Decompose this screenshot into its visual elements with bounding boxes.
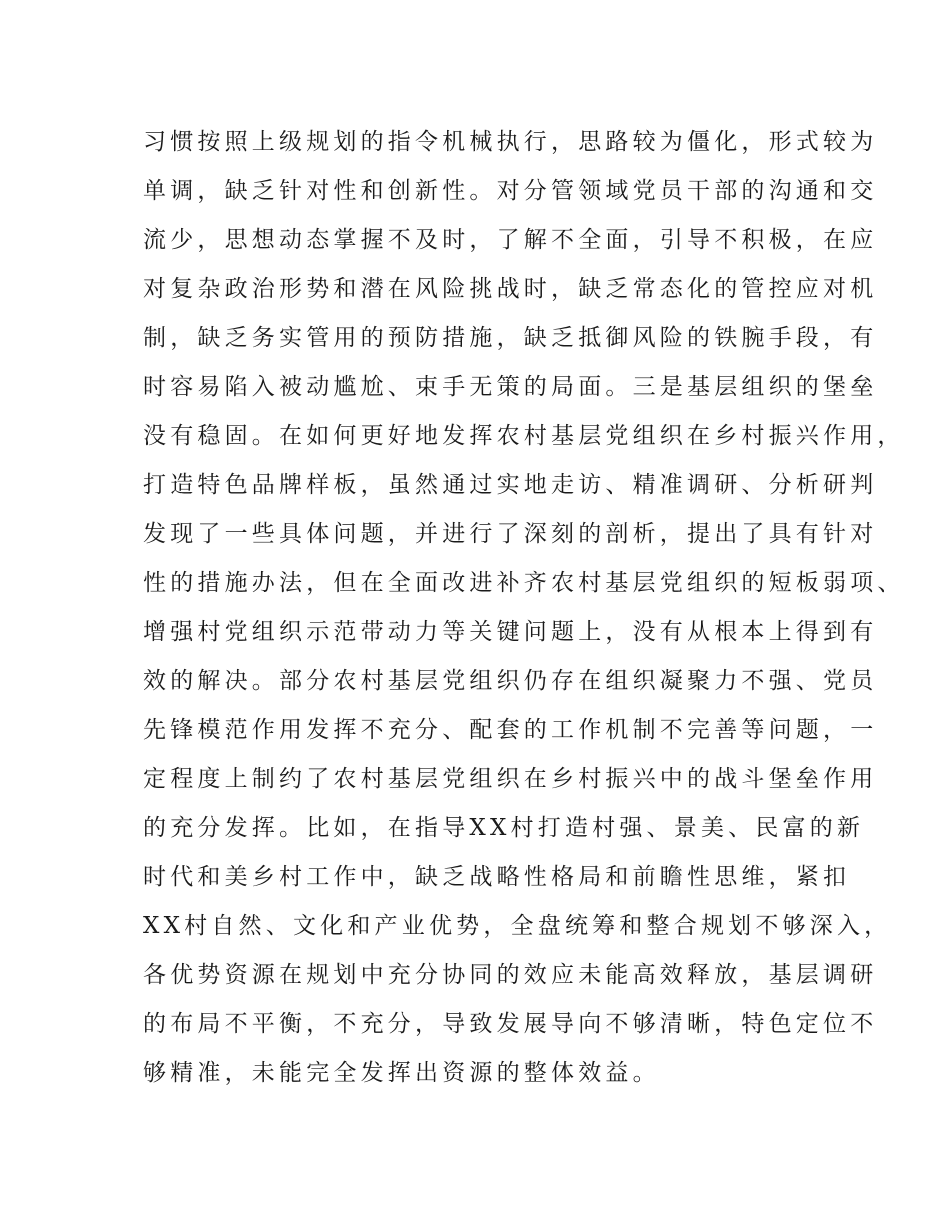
text-line: 性的措施办法，但在全面改进补齐农村基层党组织的短板弱项、 — [143, 570, 905, 596]
text-line: 没有稳固。在如何更好地发挥农村基层党组织在乡村振兴作用， — [143, 423, 905, 449]
text-line: 单调，缺乏针对性和创新性。对分管领域党员干部的沟通和交 — [143, 178, 878, 204]
text-line: 效的解决。部分农村基层党组织仍存在组织凝聚力不强、党员 — [143, 668, 878, 694]
text-line: 各优势资源在规划中充分协同的效应未能高效释放，基层调研 — [143, 962, 878, 988]
text-line: 时代和美乡村工作中，缺乏战略性格局和前瞻性思维，紧扣 — [143, 864, 851, 890]
text-line: 的充分发挥。比如，在指导XX村打造村强、景美、民富的新 — [143, 815, 865, 841]
text-line: 增强村党组织示范带动力等关键问题上，没有从根本上得到有 — [143, 619, 878, 645]
text-line: 流少，思想动态掌握不及时，了解不全面，引导不积极，在应 — [143, 227, 878, 253]
text-line: 制，缺乏务实管用的预防措施，缺乏抵御风险的铁腕手段，有 — [143, 325, 878, 351]
text-line: 对复杂政治形势和潜在风险挑战时，缺乏常态化的管控应对机 — [143, 276, 878, 302]
text-line: 够精准，未能完全发挥出资源的整体效益。 — [143, 1060, 660, 1086]
text-line: 发现了一些具体问题，并进行了深刻的剖析，提出了具有针对 — [143, 521, 878, 547]
text-line: 先锋模范作用发挥不充分、配套的工作机制不完善等问题，一 — [143, 717, 878, 743]
text-line: XX村自然、文化和产业优势，全盘统筹和整合规划不够深入， — [143, 913, 892, 939]
text-line: 的布局不平衡，不充分，导致发展导向不够清晰，特色定位不 — [143, 1011, 878, 1037]
text-line: 定程度上制约了农村基层党组织在乡村振兴中的战斗堡垒作用 — [143, 766, 878, 792]
text-line: 习惯按照上级规划的指令机械执行，思路较为僵化，形式较为 — [143, 129, 878, 155]
text-line: 打造特色品牌样板，虽然通过实地走访、精准调研、分析研判 — [143, 472, 878, 498]
text-line: 时容易陷入被动尴尬、束手无策的局面。三是基层组织的堡垒 — [143, 374, 878, 400]
body-paragraph — [143, 118, 905, 1098]
